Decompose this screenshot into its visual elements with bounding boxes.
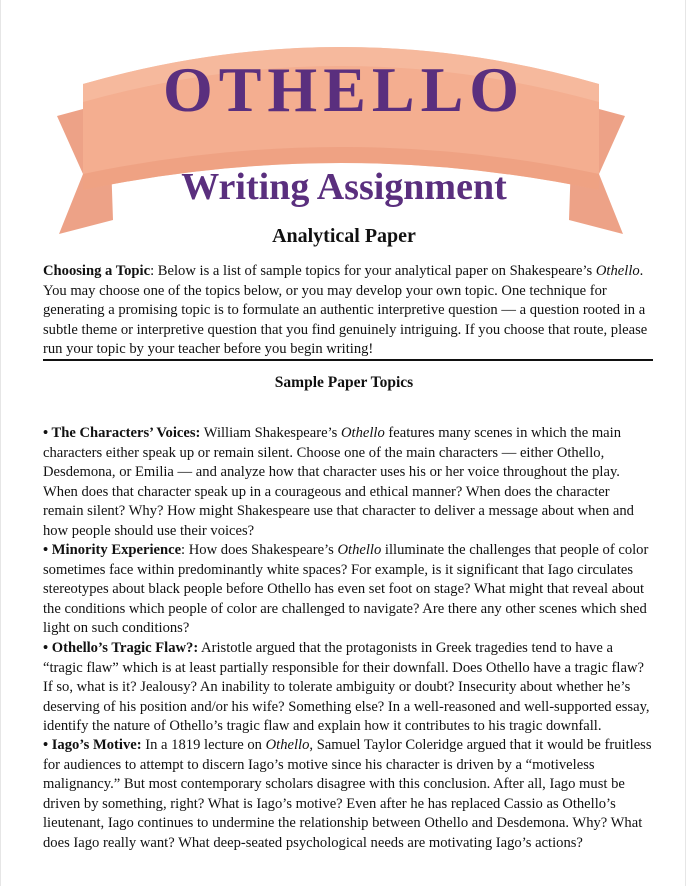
- banner-subtitle: Writing Assignment: [181, 166, 507, 208]
- topic-text-1: : How does Shakespeare’s: [181, 542, 338, 558]
- intro-label: Choosing a Topic: [43, 263, 151, 279]
- intro-text-1: : Below is a list of sample topics for your analytical paper on Shakespeare’s: [150, 263, 596, 279]
- topic-italic: Othello: [337, 542, 382, 558]
- topic-italic: Othello: [340, 425, 385, 441]
- topic-text-2: , Samuel Taylor Coleridge argued that it would be fruitless for audiences to attempt to discern Iago’s motive since his character is driven by a “motiveless malignancy.” But most contemporary scholars disagree with this conclusion. After all, Iago must be driven by something, right? What is Iago’s motive? Even after he has replaced Cassio as Othello’s lieutenant, Iago continues to undermine the relationship between Othello and Desdemona. Why? What does Iago really want? What deep-seated psychological needs are motivating Iago’s actions?: [43, 737, 652, 851]
- topic-italic: Othello: [265, 737, 310, 753]
- intro-italic: Othello: [595, 263, 640, 279]
- topic-text-1: William Shakespeare’s: [200, 425, 341, 441]
- topic-paragraph: [43, 541, 653, 639]
- divider: [43, 359, 653, 361]
- topic-label: • The Characters’ Voices:: [43, 425, 201, 441]
- section-title: Sample Paper Topics: [274, 374, 414, 391]
- topic-paragraph: [43, 736, 653, 854]
- document-title: Analytical Paper: [272, 225, 416, 247]
- topic-text-2: illuminate the challenges that people of color sometimes face within predominantly white spaces? For example, is it significant that Iago circulates stereotypes about black people before Othello has even set foot on stage? What might that reveal about the conditions which people of color are challenged to navigate? Are there any other scenes which shed light on such conditions?: [43, 542, 649, 637]
- banner-title: OTHELLO: [162, 54, 526, 125]
- topic-text-1: Aristotle argued that the protagonists in Greek tragedies tend to have a “tragic flaw” which is at least partially responsible for their downfall. Does Othello have a tragic flaw? If so, what is it? Jealousy? An inability to tolerate ambiguity or doubt? Insecurity about whether he’s deserving of his position and/or his wife? Something else? In a well-reasoned and well-supported essay, identify the nature of Othello’s tragic flaw and explain how it contributes to his tragic downfall.: [43, 640, 650, 735]
- topic-text-2: features many scenes in which the main characters either speak up or remain silent. Choose one of the main characters — either Othello, Desdemona, or Emilia — and analyze how that character uses his or her voice throughout the play. When does that character speak up in a courageous and ethical manner? When does the character remain silent? Why? How might Shakespeare use that character to deliver a message about when and how people should use their voices?: [43, 425, 634, 539]
- topic-text-1: In a 1819 lecture on: [141, 737, 266, 753]
- topic-label: • Iago’s Motive:: [43, 737, 142, 753]
- topic-paragraph: [43, 424, 653, 542]
- topic-label: • Minority Experience: [43, 542, 182, 558]
- topic-label: • Othello’s Tragic Flaw?:: [43, 640, 199, 656]
- intro-text-2: . You may choose one of the topics below, or you may develop your own topic. One technique for generating a promising topic is to formulate an authentic interpretive question — a question rooted in a subtle theme or interpretive question that you find genuinely intriguing. If you choose that route, please run your topic by your teacher before you begin writing!: [43, 263, 648, 358]
- topic-paragraph: [43, 639, 653, 737]
- intro-paragraph: [43, 262, 653, 360]
